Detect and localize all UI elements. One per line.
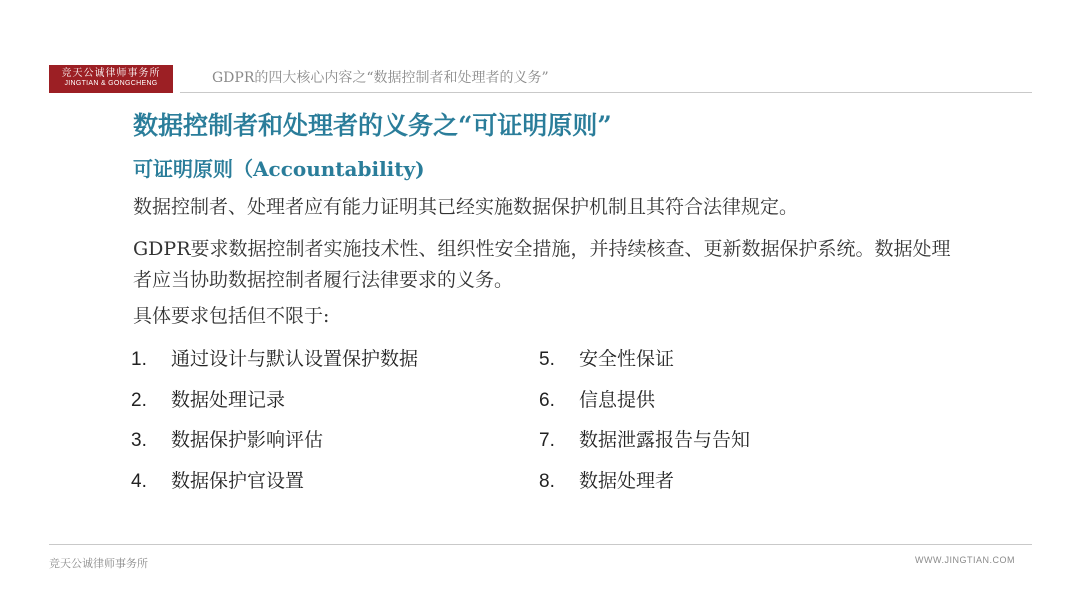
paragraph-list-intro: 具体要求包括但不限于: — [133, 305, 330, 327]
list-item-number: 8. — [539, 471, 555, 492]
list-item — [539, 388, 655, 413]
list-item — [131, 347, 418, 372]
list-item-text: 数据保护官设置 — [171, 470, 305, 492]
list-item-number: 7. — [539, 430, 555, 451]
paragraph-definition: 数据控制者、处理者应有能力证明其已经实施数据保护机制且其符合法律规定。 — [133, 196, 799, 218]
footer-website: WWW.JINGTIAN.COM — [915, 555, 1015, 565]
list-item-number: 5. — [539, 349, 555, 370]
list-item-number: 6. — [539, 390, 555, 411]
list-item — [131, 428, 323, 453]
list-item-text: 通过设计与默认设置保护数据 — [171, 348, 419, 370]
list-item — [131, 388, 285, 413]
list-item-text: 安全性保证 — [579, 348, 675, 370]
list-item-number: 1. — [131, 349, 147, 370]
firm-logo — [49, 65, 173, 93]
header-title: GDPR的四大核心内容之“数据控制者和处理者的义务” — [212, 70, 549, 86]
list-item-number: 3. — [131, 430, 147, 451]
paragraph-gdpr-requirement: GDPR要求数据控制者实施技术性、组织性安全措施，并持续核查、更新数据保护系统。数据处理者应当协助数据控制者履行法律要求的义务。 — [133, 238, 951, 291]
header-divider — [180, 92, 1032, 93]
list-item — [539, 469, 674, 494]
slide-subtitle: 可证明原则（Accountability) — [133, 157, 425, 181]
logo-name-cn: 竞天公诚律师事务所 — [61, 68, 161, 79]
slide-title: 数据控制者和处理者的义务之“可证明原则” — [133, 111, 612, 140]
footer-firm-name: 竞天公诚律师事务所 — [49, 557, 148, 570]
list-item-text: 数据泄露报告与告知 — [579, 429, 751, 451]
list-item-number: 4. — [131, 471, 147, 492]
list-item-number: 2. — [131, 390, 147, 411]
list-item — [131, 469, 304, 494]
list-item — [539, 428, 750, 453]
footer-divider — [49, 544, 1032, 545]
logo-name-en: JINGTIAN & GONGCHENG — [64, 80, 158, 87]
list-item-text: 数据处理记录 — [171, 389, 286, 411]
list-item — [539, 347, 674, 372]
list-item-text: 数据处理者 — [579, 470, 675, 492]
list-item-text: 信息提供 — [579, 389, 656, 411]
list-item-text: 数据保护影响评估 — [171, 429, 324, 451]
